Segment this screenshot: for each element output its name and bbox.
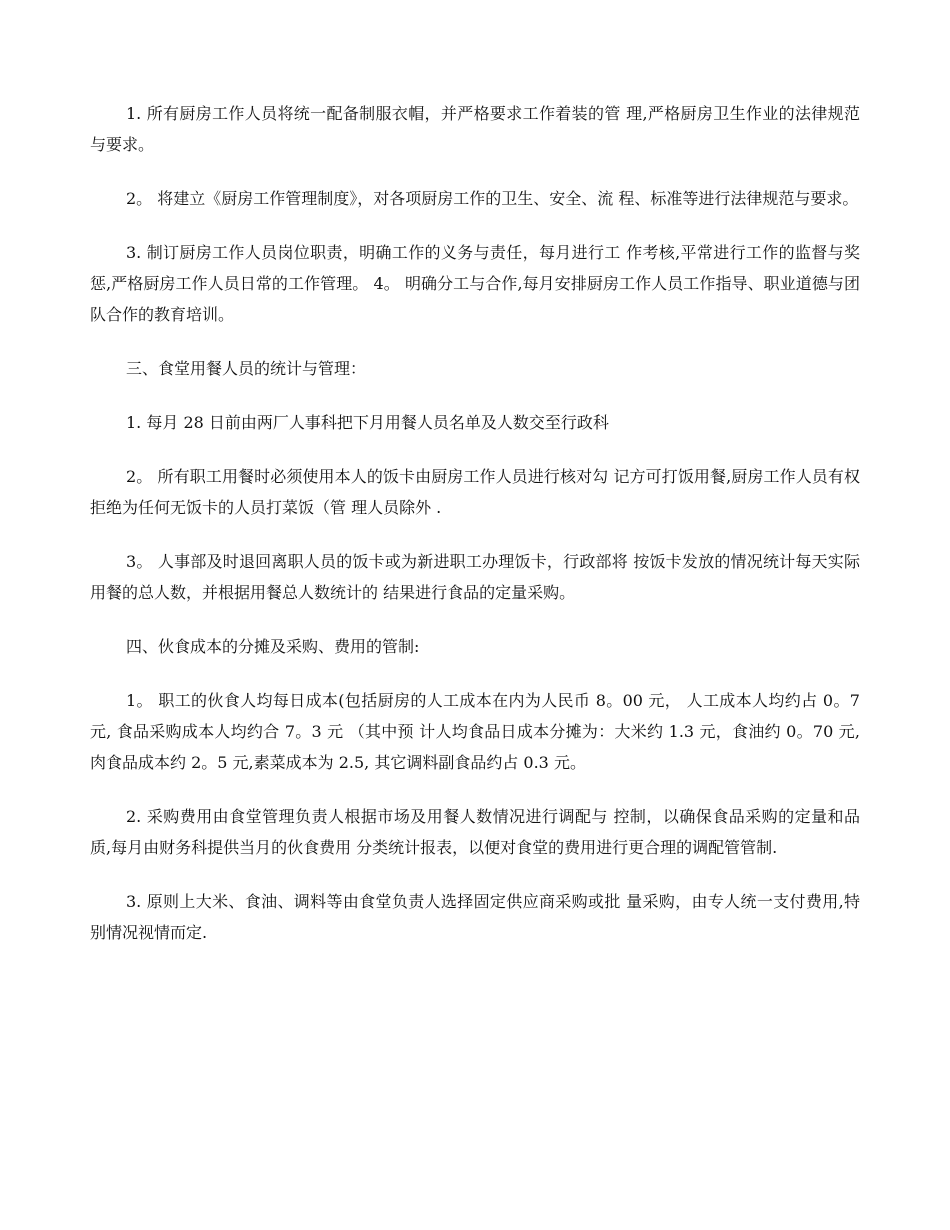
paragraph-meal-card: 2。 所有职工用餐时必须使用本人的饭卡由厨房工作人员进行核对勾 记方可打饭用餐,厨房工作人员有权拒绝为任何无饭卡的人员打菜饭（管 理人员除外 . [90, 467, 860, 517]
paragraph-supplier: 3. 原则上大米、食油、调料等由食堂负责人选择固定供应商采购或批 量采购，由专人统一支付费用,特别情况视情而定. [90, 892, 860, 942]
paragraph-card-statistics: 3。 人事部及时退回离职人员的饭卡或为新进职工办理饭卡，行政部将 按饭卡发放的情况统计每天实际用餐的总人数，并根据用餐总人数统计的 结果进行食品的定量采购。 [90, 552, 860, 602]
section-heading-diners: 三、食堂用餐人员的统计与管理： [126, 359, 367, 378]
paragraph-daily-cost: 1。 职工的伙食人均每日成本(包括厨房的人工成本在内为人民币 8。00 元， 人工成本人均约占 0。7 元, 食品采购成本人均约合 7。3 元 （其中预 计人均食品日成本分摊为：大米约 1.3 元，食油约 0。70 元,肉食品成本约 2。5 元,素菜成本为 2.5, 其它调料副食品约占 0.3 元。 [90, 691, 860, 772]
document-body [90, 98, 860, 971]
paragraph-kitchen-uniform: 1. 所有厨房工作人员将统一配备制服衣帽，并严格要求工作着装的管 理,严格厨房卫生作业的法律规范与要求。 [90, 104, 860, 154]
section-heading-costs: 四、伙食成本的分摊及采购、费用的管制: [126, 637, 420, 656]
paragraph-purchase-control: 2. 采购费用由食堂管理负责人根据市场及用餐人数情况进行调配与 控制，以确保食品采购的定量和品质,每月由财务科提供当月的伙食费用 分类统计报表，以便对食堂的费用进行更合理的调配管管制. [90, 807, 860, 857]
paragraph-kitchen-rules: 2。 将建立《厨房工作管理制度》，对各项厨房工作的卫生、安全、流 程、标准等进行法律规范与要求。 [126, 189, 859, 208]
paragraph-diner-list: 1. 每月 28 日前由两厂人事科把下月用餐人员名单及人数交至行政科 [126, 413, 609, 432]
paragraph-staff-duties: 3. 制订厨房工作人员岗位职责，明确工作的义务与责任，每月进行工 作考核,平常进行工作的监督与奖惩,严格厨房工作人员日常的工作管理。 4。 明确分工与合作,每月安排厨房工作人员工作指导、职业道德与团 队合作的教育培训。 [90, 243, 860, 324]
